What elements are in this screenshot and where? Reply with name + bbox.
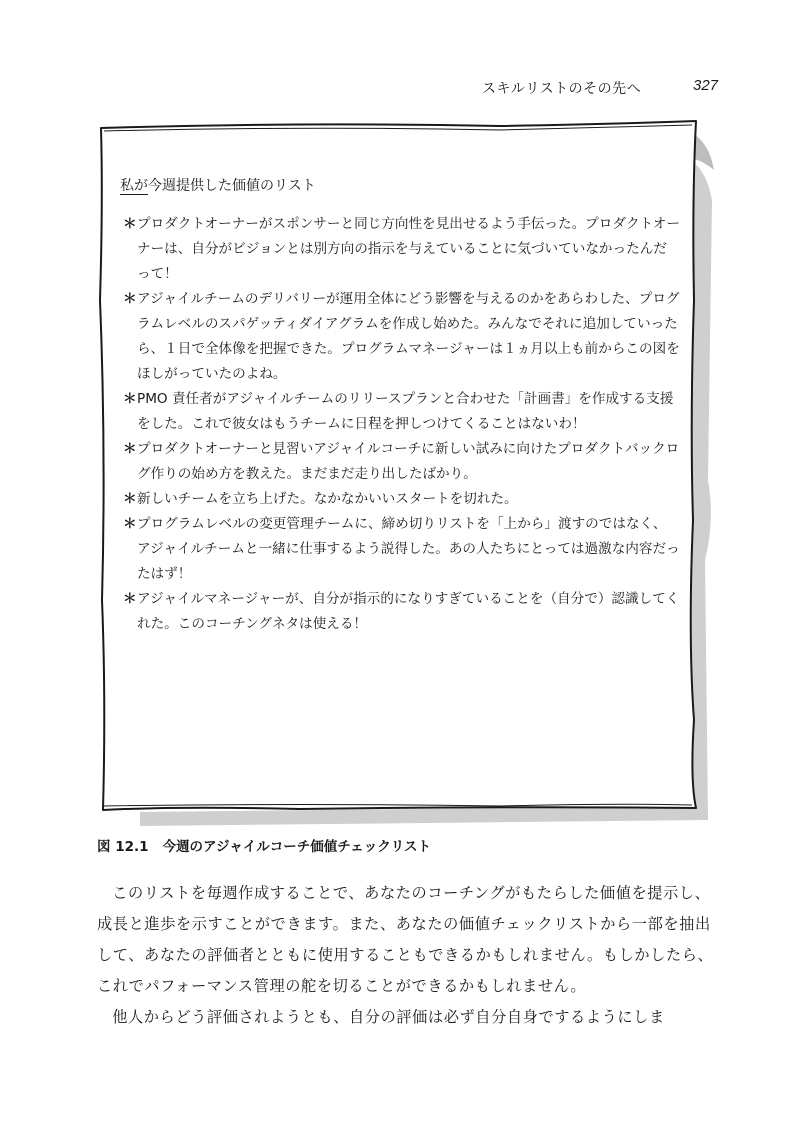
value-checklist — [120, 176, 680, 637]
list-item — [120, 487, 680, 512]
bullet-icon: ＊ — [123, 441, 137, 457]
list-heading-underlined: 私が — [120, 178, 148, 194]
list-item — [120, 287, 680, 387]
list-item-text: プロダクトオーナーと見習いアジャイルコーチに新しい試みに向けたプロダクトバックログ作りの始め方を教えた。まだまだ走り出したばかり。 — [137, 441, 680, 482]
body-text — [97, 878, 725, 1033]
list-item — [120, 512, 680, 587]
bullet-icon: ＊ — [123, 491, 137, 507]
list-item-text: プログラムレベルの変更管理チームに、締め切りリストを「上から」渡すのではなく、アジャイルチームと一緒に仕事するよう説得した。あの人たちにとっては過激な内容だったはず！ — [137, 516, 680, 582]
bullet-icon: ＊ — [123, 391, 137, 407]
value-list — [120, 212, 680, 637]
paragraph: 他人からどう評価されようとも、自分の評価は必ず自分自身でするようにしま — [112, 1008, 665, 1026]
list-item — [120, 387, 680, 437]
list-item-text: プロダクトオーナーがスポンサーと同じ方向性を見出せるよう手伝った。プロダクトオーナーは、自分がビジョンとは別方向の指示を与えていることに気づいていなかったんだって！ — [137, 216, 680, 282]
list-item-text: 新しいチームを立ち上げた。なかなかいいスタートを切れた。 — [137, 491, 518, 507]
list-item — [120, 212, 680, 287]
list-item-text: アジャイルマネージャーが、自分が指示的になりすぎていることを（自分で）認識してくれた。このコーチングネタは使える！ — [137, 591, 680, 632]
list-item — [120, 587, 680, 637]
list-item — [120, 437, 680, 487]
figure-caption-text: 今週のアジャイルコーチ価値チェックリスト — [162, 839, 432, 855]
list-item-text: PMO 責任者がアジャイルチームのリリースプランと合わせた「計画書」を作成する支援をした。これで彼女はもうチームに日程を押しつけてくることはないわ！ — [137, 391, 674, 432]
figure-caption — [97, 835, 431, 855]
bullet-icon: ＊ — [123, 216, 137, 232]
list-item-text: アジャイルチームのデリバリーが運用全体にどう影響を与えるのかをあらわした、プログラムレベルのスパゲッティダイアグラムを作成し始めた。みんなでそれに追加していったら、１日で全体像を把握できた。プログラムマネージャーは１ヵ月以上も前からこの図をほしがっていたのよね。 — [137, 291, 680, 382]
page-number: 327 — [693, 77, 719, 94]
paragraph: このリストを毎週作成することで、あなたのコーチングがもたらした価値を提示し、成長と進歩を示すことができます。また、あなたの価値チェックリストから一部を抽出して、あなたの評価者とともに使用することもできるかもしれません。もしかしたら、これでパフォーマンス管理の舵を切ることができるかもしれません。 — [97, 884, 714, 995]
bullet-icon: ＊ — [123, 291, 137, 307]
list-heading-rest: 今週提供した価値のリスト — [148, 178, 316, 194]
bullet-icon: ＊ — [123, 591, 137, 607]
list-heading — [120, 176, 680, 196]
bullet-icon: ＊ — [123, 516, 137, 532]
running-title: スキルリストのその先へ — [482, 81, 642, 97]
figure-number: 図 12.1 — [97, 839, 149, 855]
